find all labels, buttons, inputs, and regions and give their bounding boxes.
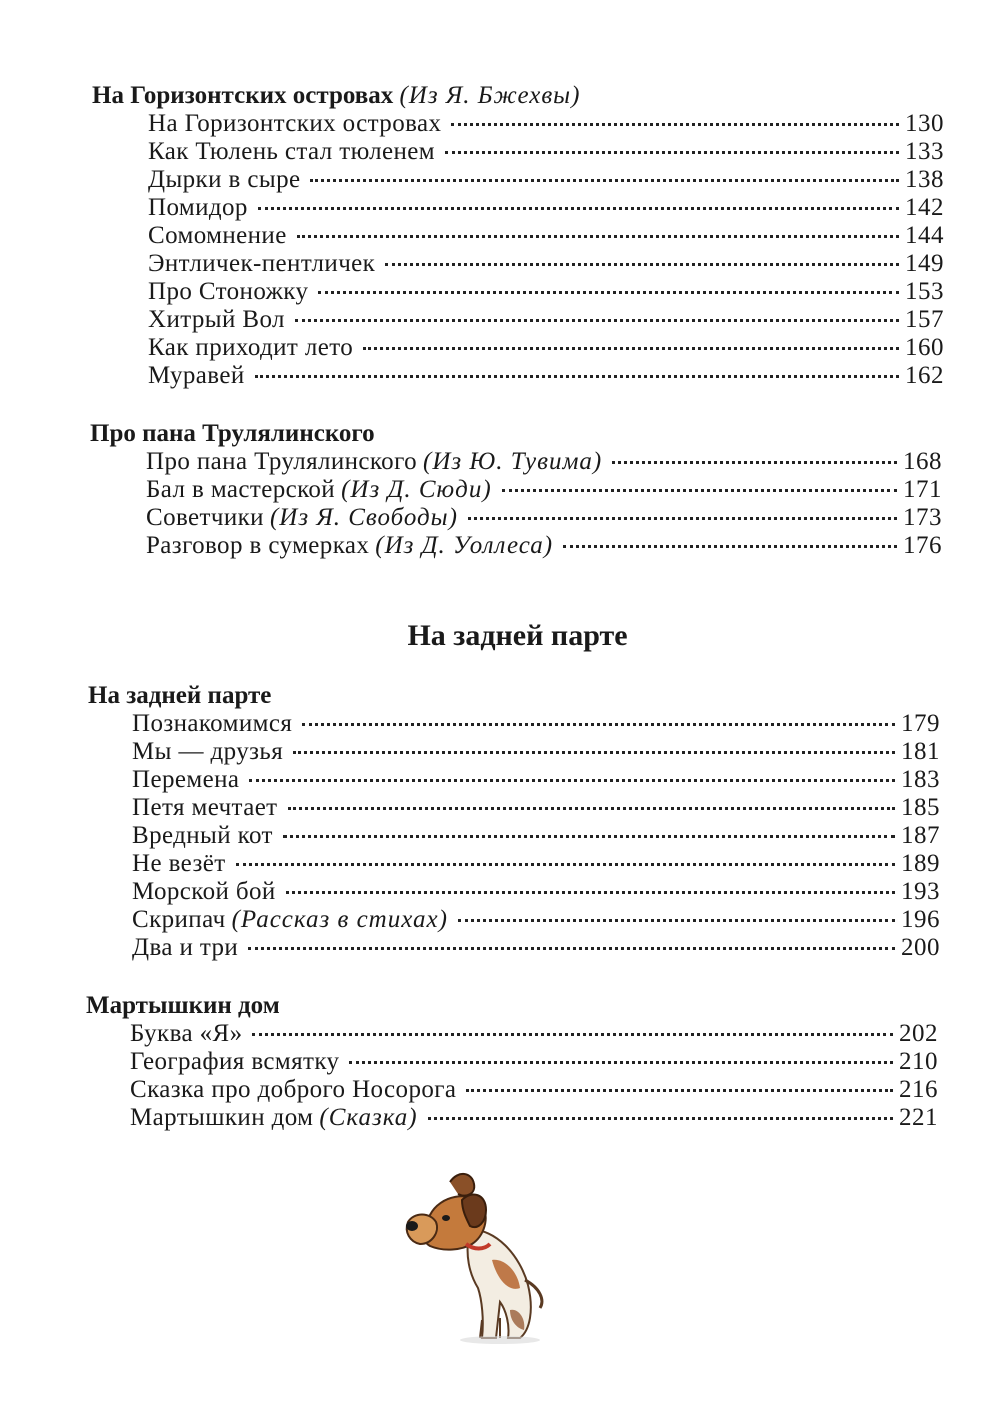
dot-leader [468,517,897,520]
toc-entry[interactable] [130,1020,938,1048]
dog-illustration-icon [400,1160,565,1345]
toc-entry[interactable] [148,362,944,390]
section-title-note: (Из Я. Бжехвы) [399,82,581,109]
toc-entry[interactable] [148,278,944,306]
toc-entry[interactable] [130,1076,938,1104]
toc-entry[interactable] [148,306,944,334]
toc-section-4 [86,992,938,1132]
entry-note: (Из Ю. Тувима) [423,448,603,475]
entry-page: 176 [903,532,942,559]
entry-page: 196 [901,906,940,933]
entry-page: 200 [901,934,940,961]
entry-list [146,448,942,560]
dot-leader [248,947,895,950]
toc-entry[interactable] [132,934,940,962]
entry-title: Помидор [148,194,248,221]
entry-title: Хитрый Вол [148,306,285,333]
entry-title: География всмятку [130,1048,340,1075]
dot-leader [363,347,899,350]
dot-leader [385,263,899,266]
section-title [88,682,940,710]
section-title-text: Мартышкин дом [86,992,280,1019]
entry-page: 173 [903,504,942,531]
entry-title: Познакомимся [132,710,293,737]
toc-entry[interactable] [132,906,940,934]
dot-leader [445,151,899,154]
toc-entry[interactable] [146,448,942,476]
entry-title: Разговор в сумерках [146,532,370,559]
toc-entry[interactable] [148,334,944,362]
toc-entry[interactable] [132,710,940,738]
part-heading: На задней парте [407,619,628,652]
entry-page: 138 [905,166,944,193]
entry-title: Бал в мастерской [146,476,336,503]
toc-entry[interactable] [146,476,942,504]
dot-leader [466,1089,893,1092]
toc-entry[interactable] [148,110,944,138]
entry-page: 157 [905,306,944,333]
entry-title: Вредный кот [132,822,273,849]
entry-title: Энтличек-пентличек [148,250,376,277]
section-title-text: На Горизонтских островах [92,82,394,109]
toc-entry[interactable] [132,738,940,766]
entry-page: 221 [899,1104,938,1131]
dot-leader [451,123,899,126]
toc-section-2 [90,420,942,560]
dot-leader [295,319,899,322]
entry-page: 130 [905,110,944,137]
entry-title: Морской бой [132,878,276,905]
dot-leader [428,1117,893,1120]
section-title-text: Про пана Трулялинского [90,420,375,447]
dot-leader [288,807,895,810]
entry-page: 210 [899,1048,938,1075]
entry-title: Не везёт [132,850,226,877]
entry-title: Как Тюлень стал тюленем [148,138,435,165]
toc-entry[interactable] [132,850,940,878]
dot-leader [283,835,895,838]
entry-title: Буква «Я» [130,1020,243,1047]
entry-page: 171 [903,476,942,503]
entry-list [132,710,940,962]
section-title [90,420,942,448]
entry-page: 183 [901,766,940,793]
toc-entry[interactable] [146,532,942,560]
dot-leader [563,545,897,548]
toc-entry[interactable] [148,250,944,278]
dot-leader [286,891,895,894]
dot-leader [612,461,897,464]
dot-leader [293,751,895,754]
entry-list [148,110,944,390]
entry-title: Про Стоножку [148,278,309,305]
entry-page: 149 [905,250,944,277]
entry-note: (Из Я. Свободы) [269,504,458,531]
dot-leader [310,179,899,182]
dot-leader [236,863,895,866]
entry-title: Скрипач [132,906,226,933]
entry-title: Мы — друзья [132,738,284,765]
entry-note: (Из Д. Уоллеса) [375,532,554,559]
entry-page: 133 [905,138,944,165]
entry-page: 216 [899,1076,938,1103]
entry-page: 160 [905,334,944,361]
toc-entry[interactable] [130,1048,938,1076]
entry-page: 193 [901,878,940,905]
toc-section-3 [88,682,940,962]
entry-title: Муравей [148,362,245,389]
entry-title: Два и три [132,934,239,961]
entry-title: Дырки в сыре [148,166,301,193]
toc-entry[interactable] [132,822,940,850]
entry-page: 179 [901,710,940,737]
dot-leader [255,375,899,378]
entry-page: 181 [901,738,940,765]
entry-page: 144 [905,222,944,249]
entry-title: Сомомнение [148,222,287,249]
entry-note: (Из Д. Сюди) [341,476,492,503]
toc-entry[interactable] [132,766,940,794]
entry-title: Как приходит лето [148,334,354,361]
entry-title: Сказка про доброго Носорога [130,1076,457,1103]
dot-leader [349,1061,893,1064]
entry-page: 185 [901,794,940,821]
entry-page: 202 [899,1020,938,1047]
dot-leader [252,1033,893,1036]
entry-page: 142 [905,194,944,221]
toc-entry[interactable] [146,504,942,532]
toc-entry[interactable] [132,794,940,822]
toc-entry[interactable] [148,194,944,222]
toc-entry[interactable] [148,166,944,194]
toc-entry[interactable] [148,222,944,250]
dot-leader [502,489,897,492]
entry-page: 187 [901,822,940,849]
section-title [86,992,938,1020]
dot-leader [318,291,899,294]
entry-page: 168 [903,448,942,475]
entry-title: Петя мечтает [132,794,278,821]
entry-page: 189 [901,850,940,877]
dot-leader [297,235,899,238]
entry-title: Мартышкин дом [130,1104,314,1131]
toc-entry[interactable] [130,1104,938,1132]
section-title-text: На задней парте [88,682,272,709]
dot-leader [249,779,895,782]
toc-entry[interactable] [132,878,940,906]
dot-leader [302,723,895,726]
entry-title: Советчики [146,504,264,531]
entry-title: Про пана Трулялинского [146,448,418,475]
entry-list [130,1020,938,1132]
entry-page: 153 [905,278,944,305]
entry-note: (Сказка) [319,1104,418,1131]
entry-page: 162 [905,362,944,389]
entry-note: (Рассказ в стихах) [231,906,448,933]
toc-section-1 [92,82,944,390]
entry-title: Перемена [132,766,240,793]
entry-title: На Горизонтских островах [148,110,442,137]
section-title [92,82,944,110]
dot-leader [458,919,895,922]
toc-entry[interactable] [148,138,944,166]
dot-leader [258,207,899,210]
